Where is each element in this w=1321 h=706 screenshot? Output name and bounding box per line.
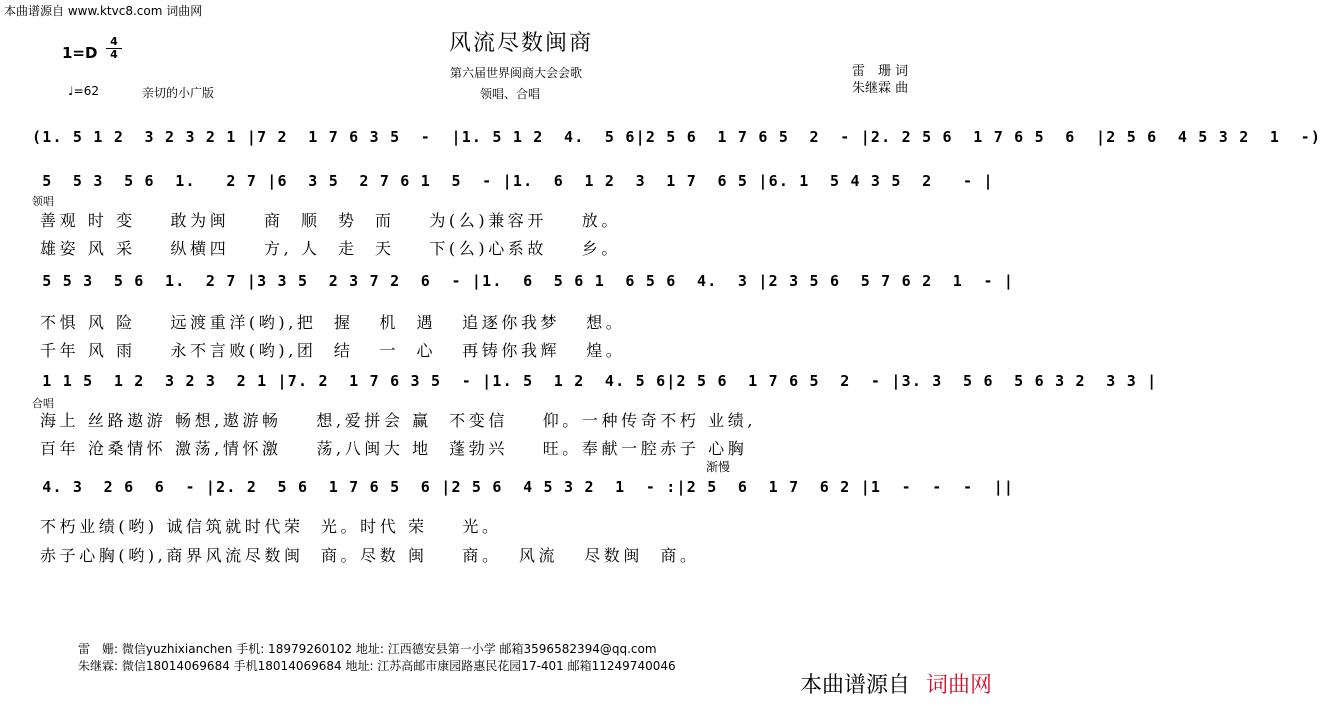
- time-signature-numerator: 4: [106, 36, 122, 49]
- lyric-line: 雄姿 风 采 纵横四 方, 人 走 天 下(么)心系故 乡。: [40, 239, 621, 258]
- score-notes-line: 5 5 3 5 6 1. 2 7 |3 3 5 2 3 7 2 6 - |1. 6 5 6 1 6 5 6 4. 3 |2 3 5 6 5 7 6 2 1 - |: [32, 272, 1015, 290]
- chorus-label: 合唱: [32, 397, 54, 410]
- song-title: 风流尽数闽商: [448, 31, 593, 56]
- lyric-line: 不惧 风 险 远渡重洋(哟),把 握 机 遇 追逐你我梦 想。: [40, 313, 626, 332]
- time-signature: [106, 36, 122, 61]
- lyric-line: 赤子心胸(哟),商界风流尽数闽 商。尽数 闽 商。 风流 尽数闽 商。: [40, 546, 700, 565]
- score-notes-line: 4. 3 2 6 6 - |2. 2 5 6 1 7 6 5 6 |2 5 6 4 5 3 2 1 - :|2 5 6 1 7 6 2 |1 - - - ||: [32, 478, 1015, 496]
- lyricist-credit: 雷 珊 词: [852, 64, 909, 79]
- time-signature-denominator: 4: [110, 48, 118, 61]
- score-notes-line: (1. 5 1 2 3 2 3 2 1 |7 2 1 7 6 3 5 - |1. 5 1 2 4. 5 6|2 5 6 1 7 6 5 2 - |2. 2 5 6 1 7 6 5 6 |2 5 6 4 5 3 2 1 -): [32, 128, 1321, 146]
- score-notes-line: 1 1 5 1 2 3 2 3 2 1 |7. 2 1 7 6 3 5 - |1. 5 1 2 4. 5 6|2 5 6 1 7 6 5 2 - |3. 3 5 6 5 6 3 2 3 3 |: [32, 372, 1158, 390]
- brand-watermark: [800, 668, 992, 699]
- lead-label: 领唱: [32, 195, 54, 208]
- lyric-line: 海上 丝路遨游 畅想,遨游畅 想,爱拼会 赢 不变信 仰。一种传奇不朽 业绩,: [40, 411, 757, 430]
- ritardando-marking: 渐慢: [706, 460, 731, 474]
- song-subtitle: 第六届世界闽商大会会歌: [450, 66, 583, 80]
- brand-left-text: 本曲谱源自: [800, 673, 911, 698]
- contact-lyricist: 雷 姗: 微信yuzhixianchen 手机: 18979260102 地址: 江西德安县第一小学 邮箱3596582394@qq.com: [78, 642, 657, 656]
- score-notes-line: 5 5 3 5 6 1. 2 7 |6 3 5 2 7 6 1 5 - |1. 6 1 2 3 1 7 6 5 |6. 1 5 4 3 5 2 - |: [32, 172, 994, 190]
- key-signature: 1=D: [62, 44, 98, 62]
- brand-right-text: 词曲网: [926, 673, 993, 698]
- lyric-line: 百年 沧桑情怀 激荡,情怀激 荡,八闽大 地 蓬勃兴 旺。奉献一腔赤子 心胸: [40, 439, 748, 458]
- tempo-marking: ♩=62: [68, 84, 99, 98]
- lyric-line: 不朽业绩(哟) 诚信筑就时代荣 光。时代 荣 光。: [40, 517, 502, 536]
- lyric-line: 善观 时 变 敢为闽 商 顺 势 而 为(么)兼容开 放。: [40, 211, 621, 230]
- watermark-top: 本曲谱源自 www.ktvc8.com 词曲网: [4, 4, 203, 18]
- contact-composer: 朱继霖: 微信18014069684 手机18014069684 地址: 江苏高邮市康园路惠民花园17-401 邮箱11249740046: [78, 659, 676, 673]
- performers: 领唱、合唱: [480, 87, 541, 101]
- style-marking: 亲切的小广版: [142, 86, 215, 100]
- composer-credit: 朱继霖 曲: [852, 81, 909, 96]
- lyric-line: 千年 风 雨 永不言败(哟),团 结 一 心 再铸你我辉 煌。: [40, 341, 626, 360]
